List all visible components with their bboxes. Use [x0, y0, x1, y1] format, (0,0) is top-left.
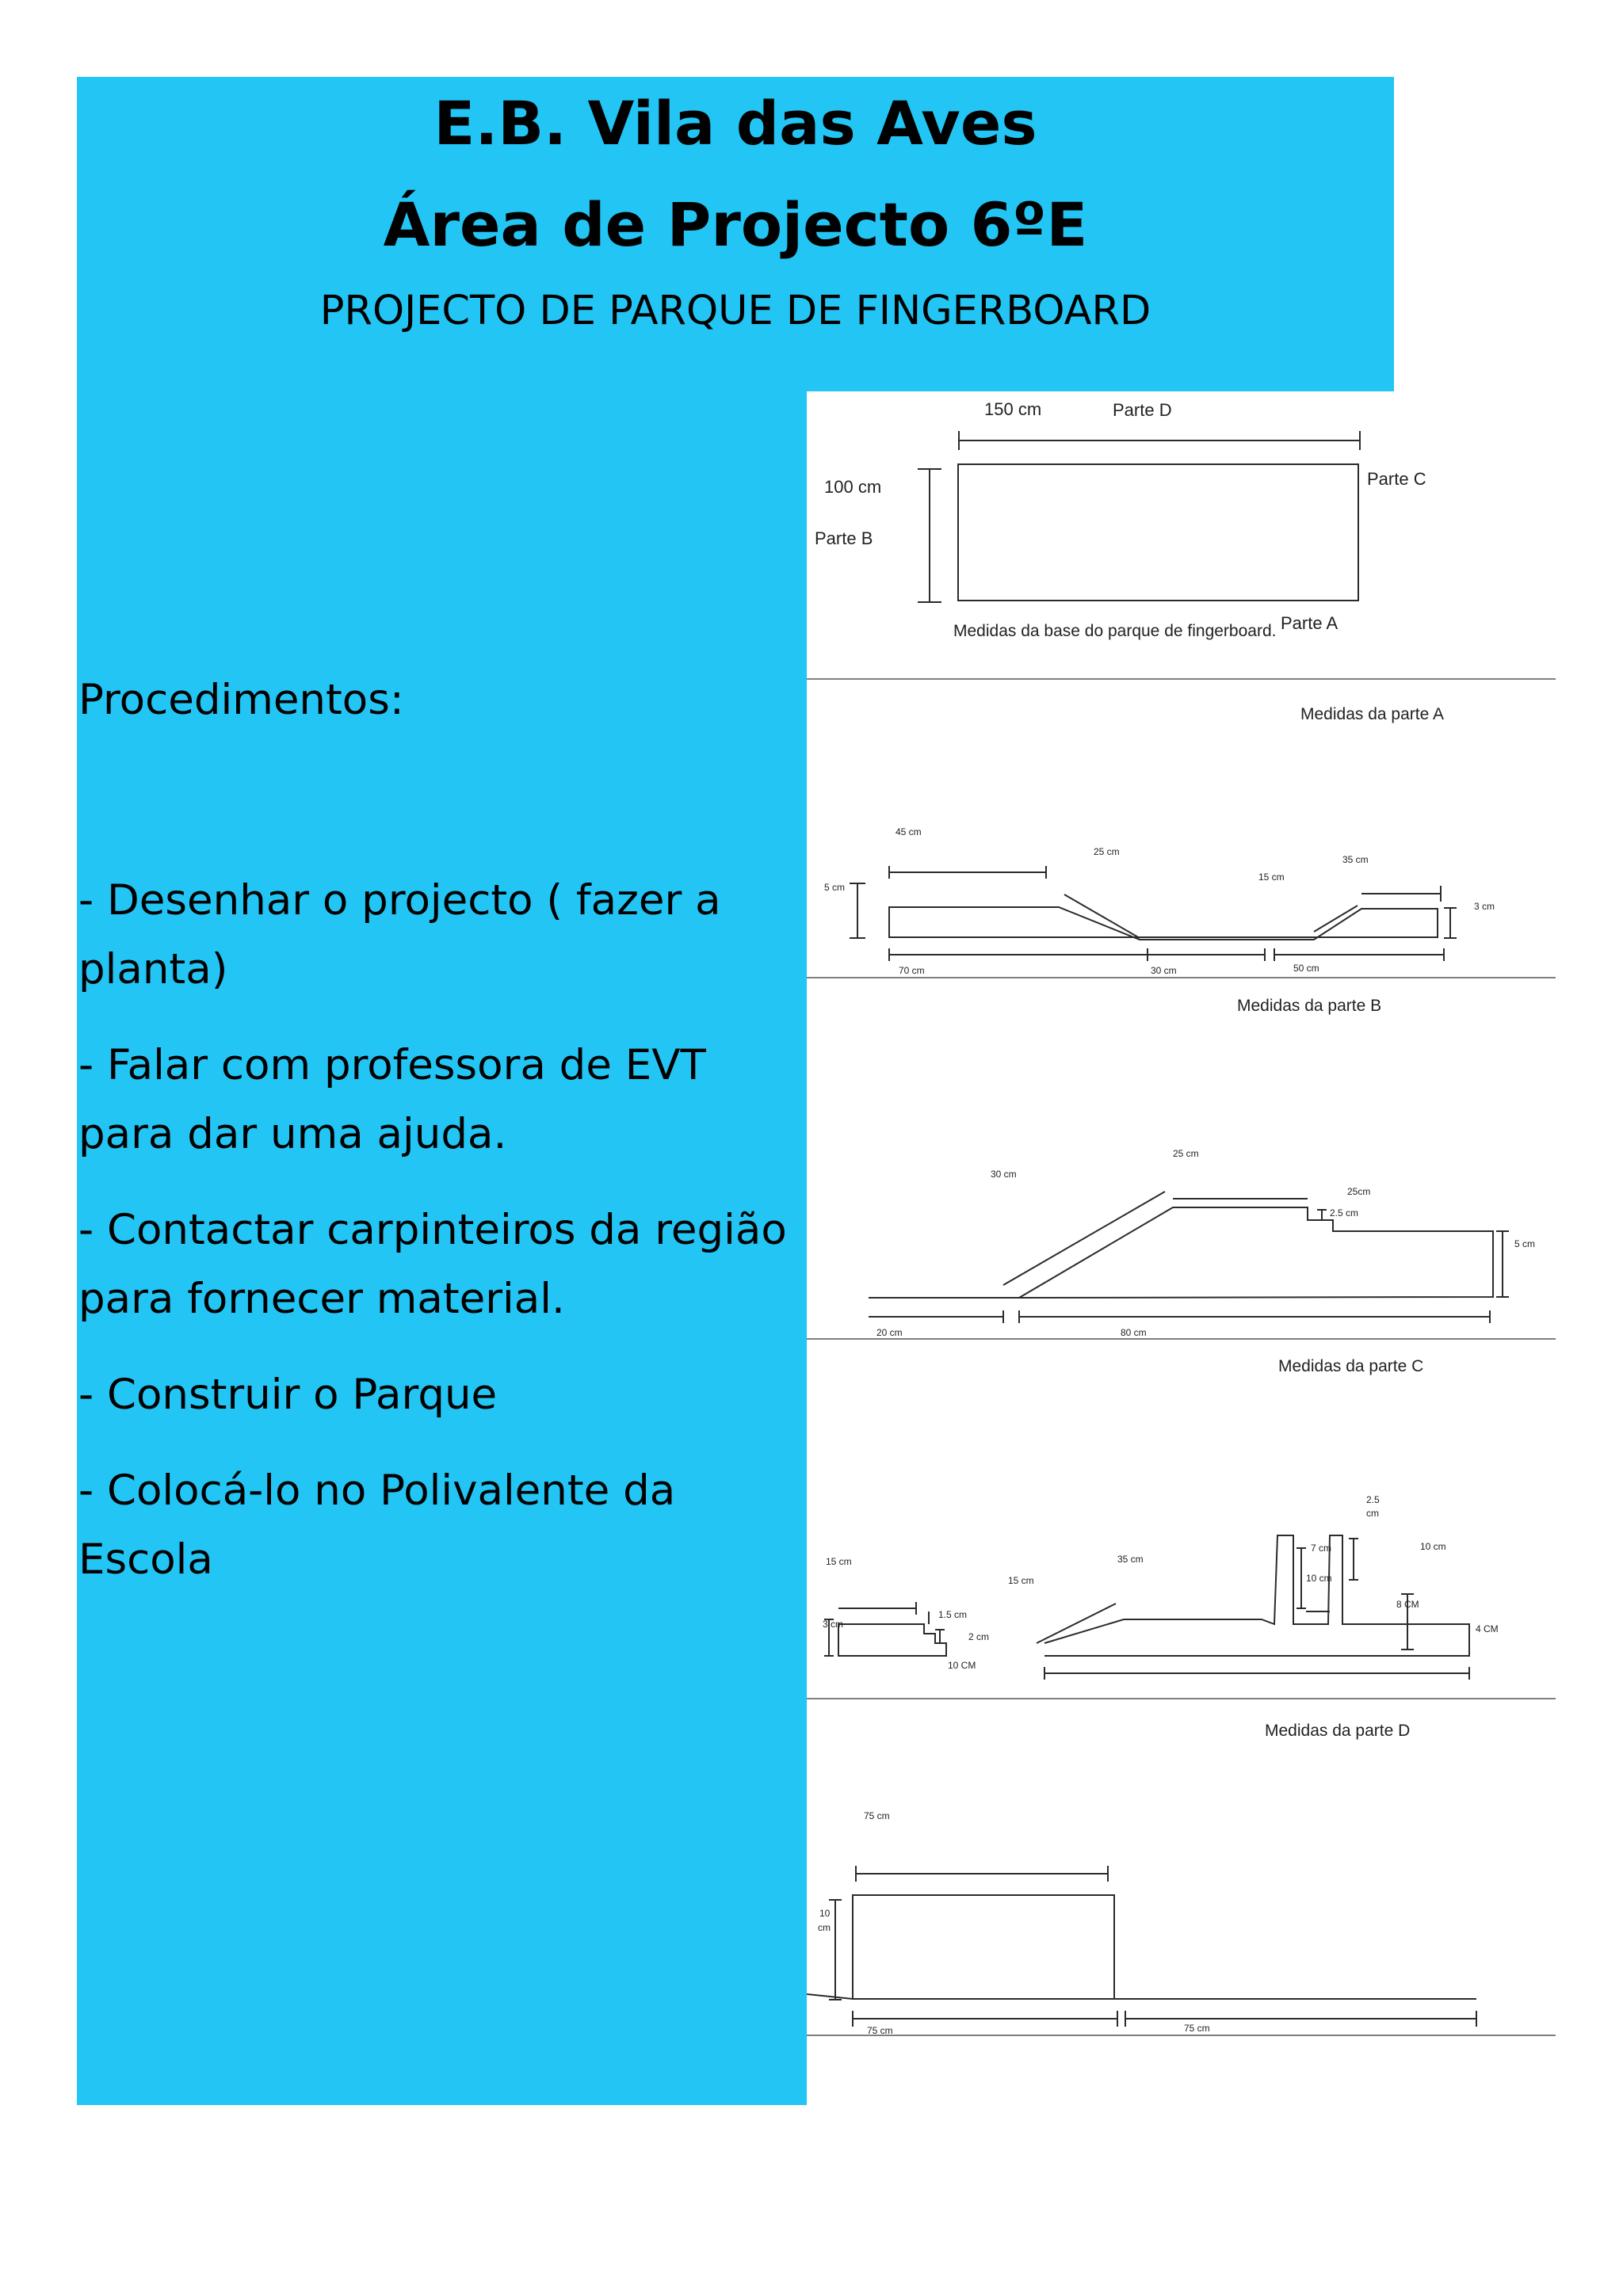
dim-label: 30 cm: [991, 1169, 1017, 1180]
base-top-label: Parte D: [1113, 400, 1172, 420]
dim-label: 20 cm: [876, 1327, 903, 1338]
dim-label: 3 cm: [1474, 901, 1495, 912]
dim-label: 15 cm: [1258, 871, 1285, 883]
class-title: Área de Projecto 6ºE: [383, 189, 1088, 260]
procedure-step: - Desenhar o projecto ( fazer a planta): [78, 876, 721, 994]
part-d-title: Medidas da parte D: [1265, 1722, 1411, 1740]
dim-label: cm: [818, 1922, 831, 1933]
dim-label: 10 cm: [1306, 1573, 1332, 1584]
part-b-drawing: [869, 997, 1535, 1338]
dim-label: 10: [819, 1908, 831, 1919]
dim-label: 15 cm: [826, 1556, 852, 1567]
dim-label: 45 cm: [896, 826, 922, 837]
dim-label: 8 CM: [1396, 1599, 1419, 1610]
dim-label: 25cm: [1347, 1186, 1371, 1197]
dim-label: 1.5 cm: [938, 1609, 968, 1620]
procedure-step: - Contactar carpinteiros da região para fornecer material.: [78, 1206, 787, 1323]
dim-label: 35 cm: [1342, 854, 1369, 865]
dim-label: 10 cm: [1420, 1541, 1446, 1552]
dim-label: 10 CM: [948, 1660, 976, 1671]
dim-label: cm: [1366, 1508, 1379, 1519]
part-a-title: Medidas da parte A: [1300, 705, 1444, 723]
part-c-drawing: [823, 1357, 1499, 1680]
dim-label: 5 cm: [824, 882, 846, 893]
procedures-heading: Procedimentos:: [78, 676, 404, 724]
dim-label: 30 cm: [1151, 965, 1177, 976]
dim-label: 4 CM: [1476, 1623, 1499, 1634]
procedures-list: [78, 866, 801, 1621]
dim-label: 80 cm: [1121, 1327, 1147, 1338]
dim-label: 75 cm: [1184, 2023, 1210, 2034]
base-width-dim: 150 cm: [984, 399, 1042, 419]
base-left-label: Parte B: [815, 528, 873, 548]
part-b-title: Medidas da parte B: [1237, 997, 1382, 1015]
dim-label: 7 cm: [1311, 1543, 1332, 1554]
procedure-step: - Falar com professora de EVT para dar uma ajuda.: [78, 1041, 706, 1158]
dim-label: 70 cm: [899, 965, 925, 976]
dim-label: 5 cm: [1514, 1238, 1536, 1249]
base-drawing: [815, 399, 1426, 640]
dim-label: 75 cm: [864, 1810, 890, 1821]
dim-label: 3 cm: [823, 1619, 844, 1630]
base-right-label: Parte C: [1367, 469, 1426, 489]
school-title: E.B. Vila das Aves: [433, 88, 1037, 158]
part-d-drawing: [807, 1722, 1476, 2036]
base-height-dim: 100 cm: [824, 477, 882, 497]
dim-label: 25 cm: [1173, 1148, 1199, 1159]
dim-label: 15 cm: [1008, 1575, 1034, 1586]
dim-label: 35 cm: [1117, 1554, 1144, 1565]
technical-drawings: [807, 391, 1556, 2105]
dim-label: 2 cm: [968, 1631, 990, 1642]
base-bottom-label: Parte A: [1281, 613, 1338, 633]
base-caption: Medidas da base do parque de fingerboard.: [953, 622, 1277, 640]
dim-label: 75 cm: [867, 2025, 893, 2036]
dim-label: 2.5: [1366, 1494, 1380, 1505]
dim-label: 2.5 cm: [1330, 1207, 1359, 1219]
part-c-title: Medidas da parte C: [1278, 1357, 1424, 1375]
project-subtitle: PROJECTO DE PARQUE DE FINGERBOARD: [319, 288, 1151, 334]
dim-label: 25 cm: [1094, 846, 1120, 857]
dim-label: 50 cm: [1293, 963, 1319, 974]
procedure-step: - Construir o Parque: [78, 1371, 498, 1419]
procedure-step: - Colocá-lo no Polivalente da Escola: [78, 1466, 676, 1584]
part-a-drawing: [824, 705, 1495, 976]
